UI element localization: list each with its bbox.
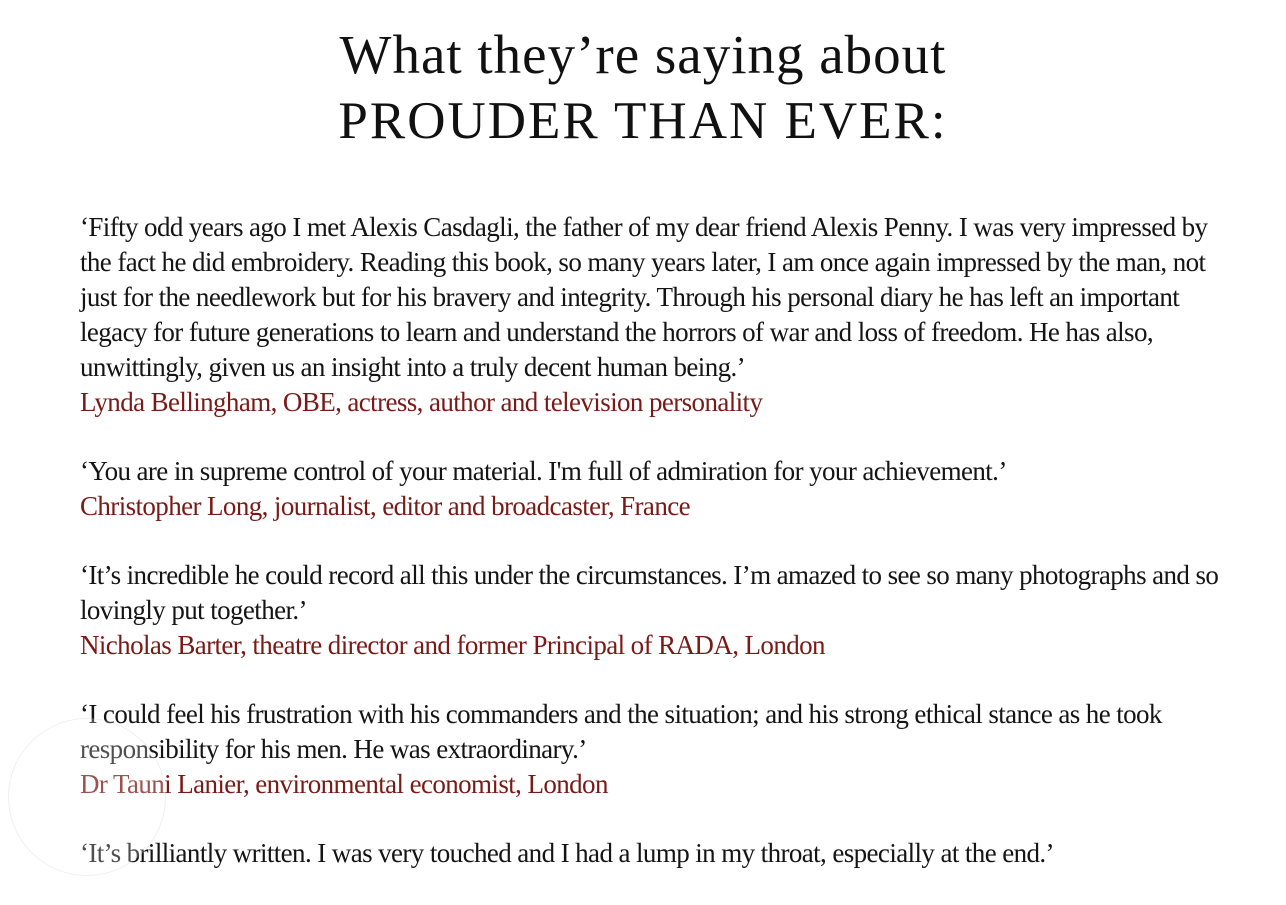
review-attribution: Dr Tauni Lanier, environmental economist, London — [80, 769, 608, 799]
heading-line-1: What they’re saying about — [339, 24, 947, 85]
review-quote: ‘You are in supreme control of your material. I'm full of admiration for your achievement.’ — [80, 456, 1007, 486]
review-quote: ‘Fifty odd years ago I met Alexis Casdagli, the father of my dear friend Alexis Penny. I was very impressed by the fact he did embroidery. Reading this book, so many years later, I am once again impressed by the man, not just for the needlework but for his bravery and integrity. Through his personal diary he has left an important legacy for future generations to learn and understand the horrors of war and loss of freedom. He has also, unwittingly, given us an insight into a truly decent human being.’ — [80, 212, 1208, 382]
review-item — [80, 454, 1220, 524]
review-item — [80, 210, 1220, 420]
review-quote: ‘It’s brilliantly written. I was very touched and I had a lump in my throat, especially at the end.’ — [80, 838, 1054, 868]
reviews-list — [80, 210, 1220, 905]
review-quote: ‘It’s incredible he could record all this under the circumstances. I’m amazed to see so many photographs and so lovingly put together.’ — [80, 560, 1219, 625]
review-attribution: Lynda Bellingham, OBE, actress, author and television personality — [80, 387, 763, 417]
review-item — [80, 697, 1220, 802]
review-attribution: Nicholas Barter, theatre director and former Principal of RADA, London — [80, 630, 825, 660]
review-item — [80, 836, 1220, 871]
heading-book-title: PROUDER THAN EVER: — [338, 92, 948, 150]
page-heading — [0, 22, 1286, 154]
review-item — [80, 558, 1220, 663]
review-attribution: Christopher Long, journalist, editor and broadcaster, France — [80, 491, 690, 521]
review-quote: ‘I could feel his frustration with his commanders and the situation; and his strong ethical stance as he took responsibility for his men. He was extraordinary.’ — [80, 699, 1162, 764]
